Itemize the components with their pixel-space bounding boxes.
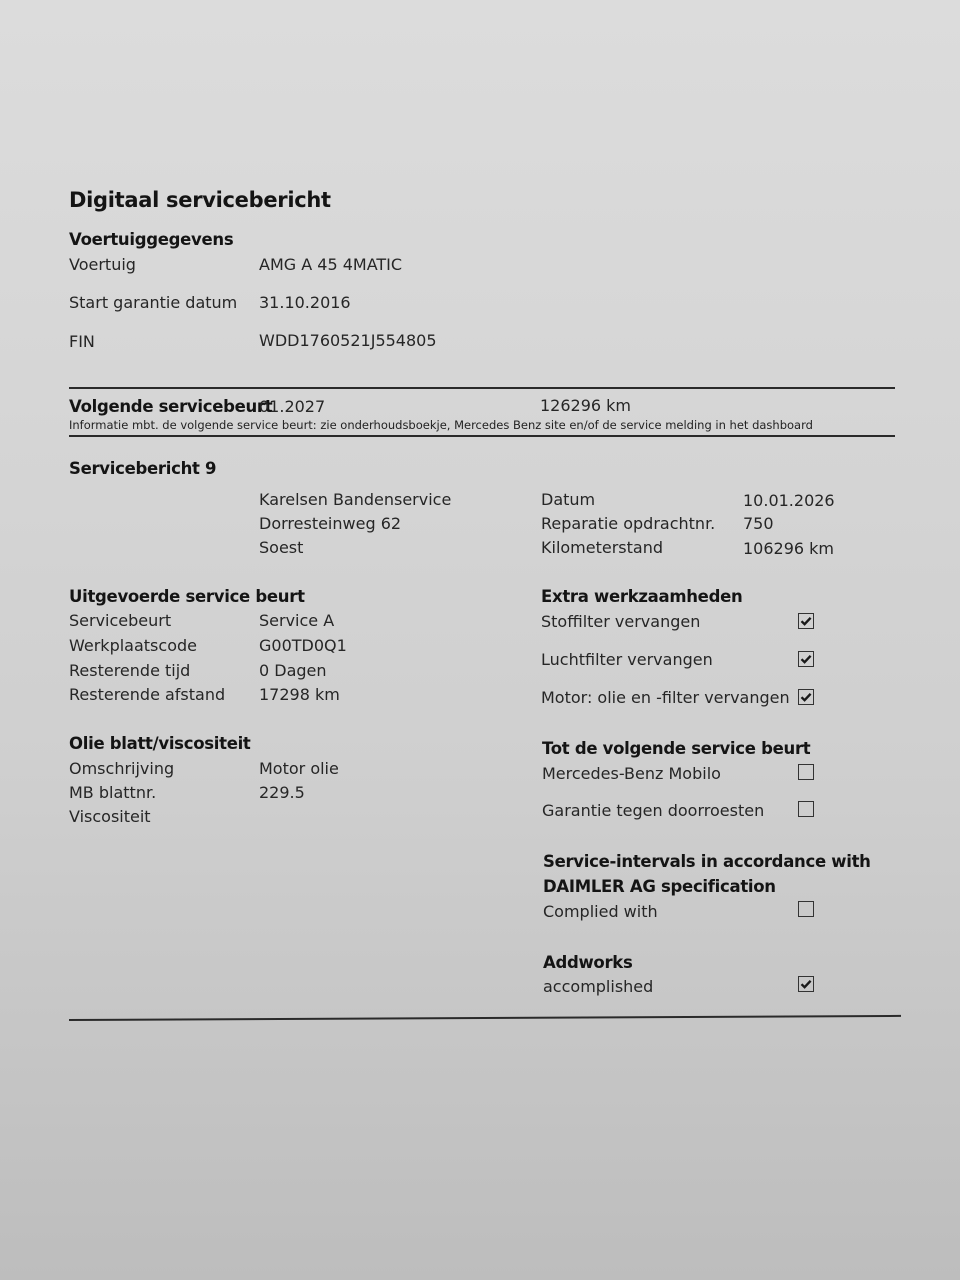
dealer-street: Dorresteinweg 62 xyxy=(259,514,402,533)
odometer-value: 106296 km xyxy=(743,539,835,558)
accomplished-label: accomplished xyxy=(543,977,654,996)
date-label: Datum xyxy=(541,490,596,509)
air-filter-checkbox[interactable] xyxy=(798,651,814,667)
service-intervals-heading-line1: Service-intervals in accordance with xyxy=(543,852,871,871)
next-service-km: 126296 km xyxy=(540,396,632,415)
addworks-heading: Addworks xyxy=(543,953,633,972)
air-filter-label: Luchtfilter vervangen xyxy=(541,650,713,669)
divider-next-service xyxy=(69,435,895,437)
cabin-filter-label: Stoffilter vervangen xyxy=(541,612,701,631)
rust-warranty-checkbox[interactable] xyxy=(798,801,814,817)
mb-sheet-label: MB blattnr. xyxy=(69,783,157,802)
checkmark-icon xyxy=(800,615,812,627)
mobilo-label: Mercedes-Benz Mobilo xyxy=(542,764,721,783)
document-title: Digitaal servicebericht xyxy=(69,188,331,212)
workshop-code-value: G00TD0Q1 xyxy=(259,636,347,655)
service-report-heading: Servicebericht 9 xyxy=(69,459,217,478)
remaining-distance-value: 17298 km xyxy=(259,685,340,704)
warranty-start-label: Start garantie datum xyxy=(69,293,238,312)
oil-description-value: Motor olie xyxy=(259,759,339,778)
repair-order-label: Reparatie opdrachtnr. xyxy=(541,514,716,533)
extra-work-heading: Extra werkzaamheden xyxy=(541,587,743,606)
service-type-value: Service A xyxy=(259,611,335,630)
checkmark-icon xyxy=(800,653,812,665)
accomplished-checkbox[interactable] xyxy=(798,976,814,992)
next-service-info: Informatie mbt. de volgende service beurt: zie onderhoudsboekje, Mercedes Benz site en/of de service melding in het dashboard xyxy=(69,418,813,432)
remaining-distance-label: Resterende afstand xyxy=(69,685,226,704)
fin-label: FIN xyxy=(69,332,95,351)
engine-oil-filter-label: Motor: olie en -filter vervangen xyxy=(541,688,790,707)
oil-description-label: Omschrijving xyxy=(69,759,175,778)
performed-service-heading: Uitgevoerde service beurt xyxy=(69,587,305,606)
odometer-label: Kilometerstand xyxy=(541,538,664,557)
engine-oil-filter-checkbox[interactable] xyxy=(798,689,814,705)
cabin-filter-checkbox[interactable] xyxy=(798,613,814,629)
dealer-name: Karelsen Bandenservice xyxy=(259,490,452,509)
remaining-time-label: Resterende tijd xyxy=(69,661,191,680)
oil-heading: Olie blatt/viscositeit xyxy=(69,734,251,753)
vehicle-label: Voertuig xyxy=(69,255,136,274)
workshop-code-label: Werkplaatscode xyxy=(69,636,197,655)
date-value: 10.01.2026 xyxy=(743,491,835,510)
checkmark-icon xyxy=(800,691,812,703)
service-intervals-heading-line2: DAIMLER AG specification xyxy=(543,877,776,896)
mobilo-checkbox[interactable] xyxy=(798,764,814,780)
next-service-date: 01.2027 xyxy=(259,397,326,416)
complied-with-checkbox[interactable] xyxy=(798,901,814,917)
remaining-time-value: 0 Dagen xyxy=(259,661,327,680)
until-next-heading: Tot de volgende service beurt xyxy=(542,739,811,758)
service-type-label: Servicebeurt xyxy=(69,611,172,630)
rust-warranty-label: Garantie tegen doorroesten xyxy=(542,801,765,820)
vehicle-value: AMG A 45 4MATIC xyxy=(259,255,403,274)
mb-sheet-value: 229.5 xyxy=(259,783,305,802)
warranty-start-value: 31.10.2016 xyxy=(259,293,351,312)
repair-order-value: 750 xyxy=(743,514,774,533)
divider-top xyxy=(69,387,895,389)
checkmark-icon xyxy=(800,978,812,990)
divider-bottom xyxy=(69,1015,901,1021)
viscosity-label: Viscositeit xyxy=(69,807,151,826)
dealer-city: Soest xyxy=(259,538,304,557)
complied-with-label: Complied with xyxy=(543,902,658,921)
vehicle-heading: Voertuiggegevens xyxy=(69,230,234,249)
next-service-label: Volgende servicebeurt xyxy=(69,397,273,416)
fin-value: WDD1760521J554805 xyxy=(259,331,437,350)
